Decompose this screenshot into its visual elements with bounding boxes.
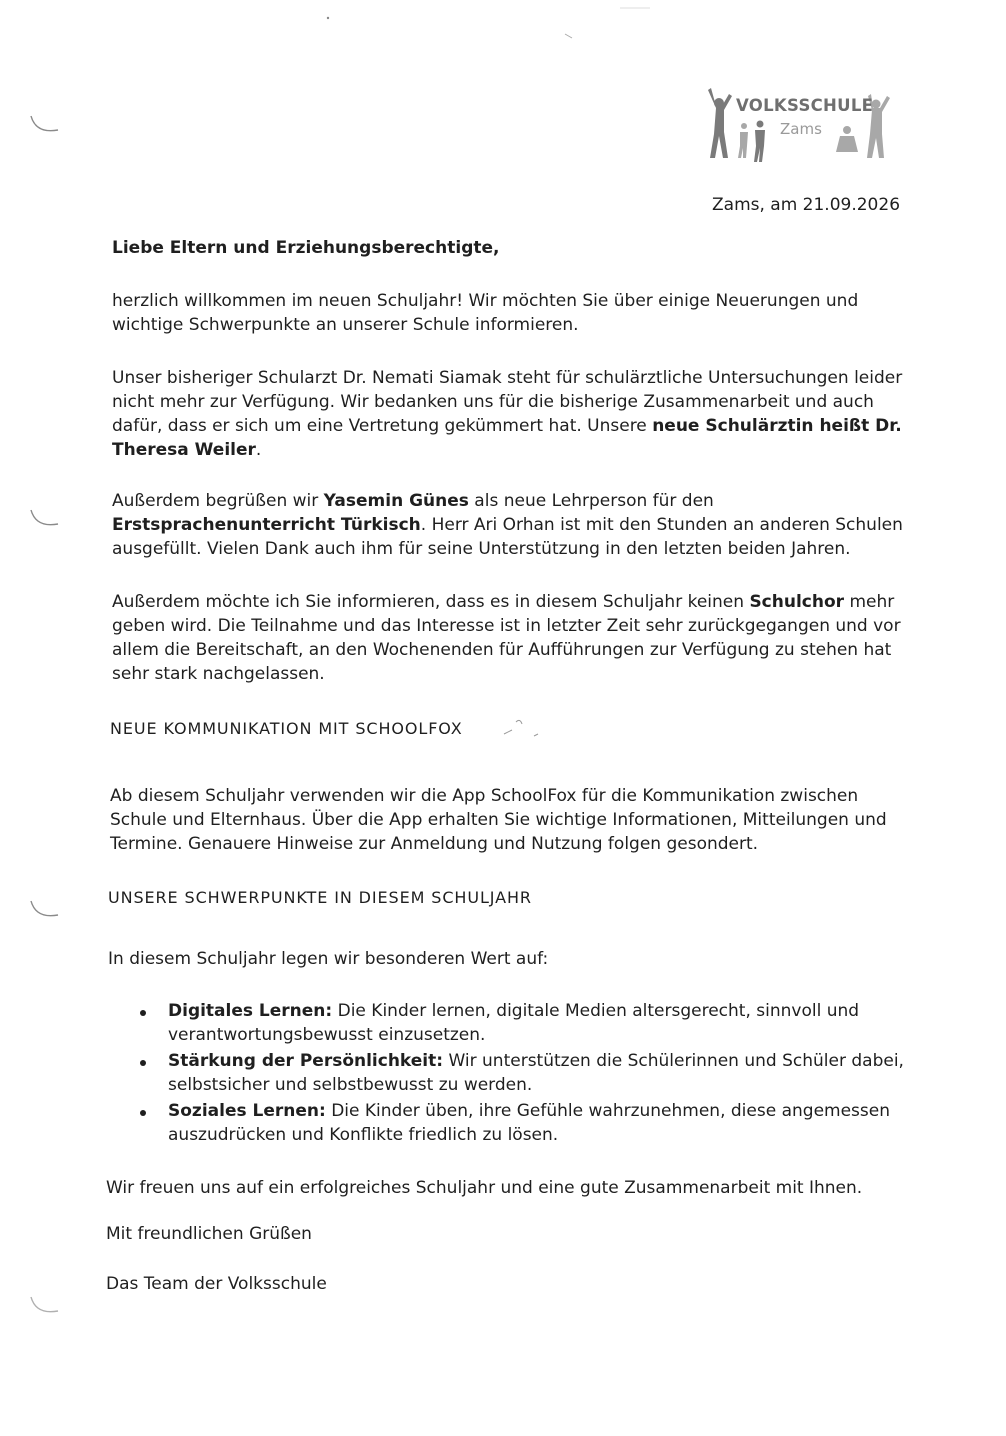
paragraph-line: nicht mehr zur Verfügung. Wir bedanken uns für die bisherige Zusammenarbeit und auch xyxy=(112,392,874,412)
punch-hole-mark xyxy=(28,112,62,138)
punch-hole-mark xyxy=(28,506,62,532)
bullet-dot xyxy=(140,1010,146,1016)
scan-specks xyxy=(320,0,680,40)
salutation: Liebe Eltern und Erziehungsberechtigte, xyxy=(112,238,500,258)
paragraph-line: herzlich willkommen im neuen Schuljahr! Wir möchten Sie über einige Neuerungen und xyxy=(112,291,859,311)
text-run: Außerdem möchte ich Sie informieren, dass es in diesem Schuljahr keinen xyxy=(112,592,750,612)
closing-sentence: Wir freuen uns auf ein erfolgreiches Schuljahr und eine gute Zusammenarbeit mit Ihnen. xyxy=(106,1178,863,1198)
paragraph-line xyxy=(112,590,894,614)
punch-hole-mark xyxy=(28,1293,62,1319)
teacher-name: Yasemin Günes xyxy=(323,491,469,511)
choir-highlight: Schulchor xyxy=(749,592,845,612)
paragraph-line: geben wird. Die Teilnahme und das Interesse ist in letzter Zeit sehr zurückgegangen und vor xyxy=(112,616,901,636)
letter-date: Zams, am 21.09.2026 xyxy=(712,195,901,215)
bullet-dot xyxy=(140,1060,146,1066)
paragraph-line: Schule und Elternhaus. Über die App erhalten Sie wichtige Informationen, Mitteilungen und xyxy=(110,810,887,830)
signature: Das Team der Volksschule xyxy=(106,1274,327,1294)
bullet-dot xyxy=(140,1110,146,1116)
paragraph-line: sehr stark nachgelassen. xyxy=(112,664,325,684)
focus-item-label: Stärkung der Persönlichkeit: xyxy=(168,1051,444,1071)
paragraph-line: Ab diesem Schuljahr verwenden wir die App SchoolFox für die Kommunikation zwischen xyxy=(110,786,859,806)
focus-intro: In diesem Schuljahr legen wir besonderen Wert auf: xyxy=(108,949,549,969)
focus-item-label: Digitales Lernen: xyxy=(168,1001,333,1021)
paragraph-line xyxy=(112,513,903,537)
new-doctor-highlight: neue Schulärztin heißt Dr. xyxy=(652,416,902,436)
section-heading-focus: UNSERE SCHWERPUNKTE IN DIESEM SCHULJAHR xyxy=(108,888,532,907)
paragraph-line xyxy=(112,489,714,513)
focus-item-personality xyxy=(168,1049,904,1073)
focus-item-text: Wir unterstützen die Schülerinnen und Schüler dabei, xyxy=(443,1051,904,1071)
text-run: dafür, dass er sich um eine Vertretung gekümmert hat. Unsere xyxy=(112,416,653,436)
punch-hole-mark xyxy=(28,897,62,923)
paragraph-line: ausgefüllt. Vielen Dank auch ihm für seine Unterstützung in den letzten beiden Jahren. xyxy=(112,539,851,559)
paragraph-line xyxy=(112,438,261,462)
text-run: . Herr Ari Orhan ist mit den Stunden an anderen Schulen xyxy=(420,515,903,535)
focus-item-digital xyxy=(168,999,859,1023)
focus-item-continuation: auszudrücken und Konflikte friedlich zu lösen. xyxy=(168,1125,559,1145)
text-run: Außerdem begrüßen wir xyxy=(112,491,324,511)
regards: Mit freundlichen Grüßen xyxy=(106,1224,312,1244)
paragraph-line: allem die Bereitschaft, an den Wochenenden für Aufführungen zur Verfügung zu stehen hat xyxy=(112,640,892,660)
text-run: . xyxy=(255,440,262,460)
section-heading-schoolfox: NEUE KOMMUNIKATION MIT SCHOOLFOX xyxy=(110,719,463,738)
focus-item-text: Die Kinder üben, ihre Gefühle wahrzunehmen, diese angemessen xyxy=(325,1101,890,1121)
logo-title: VOLKSSCHULE xyxy=(736,96,874,115)
doctor-name: Theresa Weiler xyxy=(112,440,256,460)
logo-subtitle: Zams xyxy=(780,120,822,138)
text-run: mehr xyxy=(844,592,895,612)
paragraph-line xyxy=(112,414,902,438)
paragraph-line: wichtige Schwerpunkte an unserer Schule informieren. xyxy=(112,315,579,335)
focus-item-social xyxy=(168,1099,890,1123)
school-logo xyxy=(700,86,900,166)
focus-item-continuation: verantwortungsbewusst einzusetzen. xyxy=(168,1025,486,1045)
text-run: als neue Lehrperson für den xyxy=(468,491,714,511)
paragraph-line: Termine. Genauere Hinweise zur Anmeldung und Nutzung folgen gesondert. xyxy=(110,834,759,854)
subject-name: Erstsprachenunterricht Türkisch xyxy=(112,515,421,535)
focus-item-text: Die Kinder lernen, digitale Medien altersgerecht, sinnvoll und xyxy=(332,1001,860,1021)
pen-scribble-mark xyxy=(500,716,550,740)
focus-item-label: Soziales Lernen: xyxy=(168,1101,326,1121)
focus-item-continuation: selbstsicher und selbstbewusst zu werden. xyxy=(168,1075,533,1095)
paragraph-line: Unser bisheriger Schularzt Dr. Nemati Siamak steht für schulärztliche Untersuchungen leider xyxy=(112,368,903,388)
